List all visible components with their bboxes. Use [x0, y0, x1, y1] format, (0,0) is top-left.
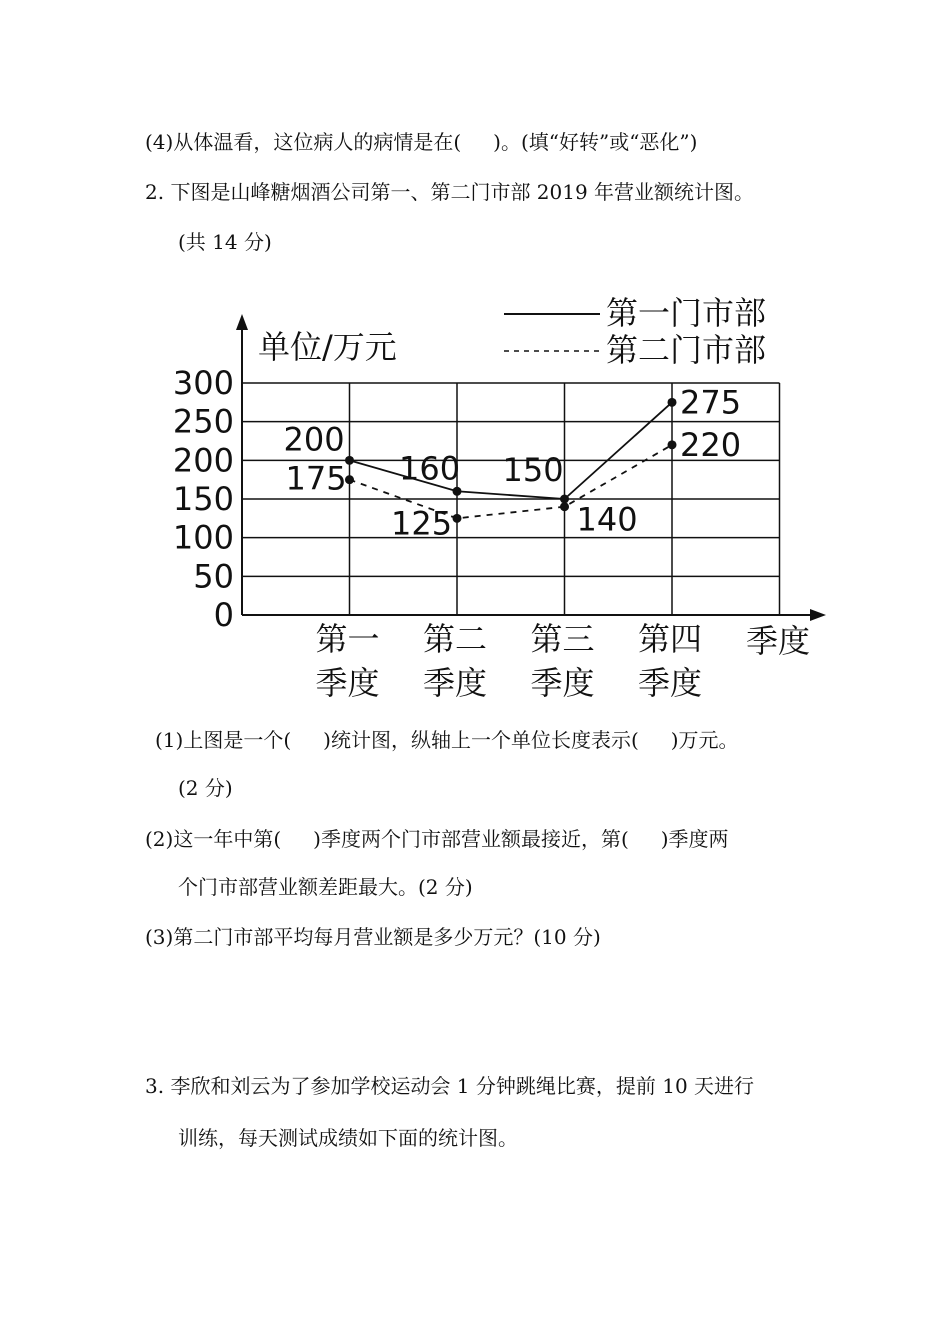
data-label: 200 [283, 420, 345, 459]
y-axis-arrow [236, 314, 248, 330]
q3-line2: 训练，每天测试成绩如下面的统计图。 [178, 1126, 518, 1150]
y-tick-label: 0 [213, 596, 234, 634]
q1-part4-after: )。(填“好转”或“恶化”) [493, 130, 698, 154]
x-axis-label: 季度 [746, 622, 811, 660]
x-category-label: 季度 [423, 664, 488, 702]
y-tick-labels [173, 364, 234, 634]
x-axis-arrow [810, 609, 826, 621]
x-category-label: 季度 [530, 664, 595, 702]
q2-sub2-b: )季度两个门市部营业额最接近，第( [313, 827, 629, 851]
data-label: 140 [576, 500, 638, 539]
x-category-label: 第四 [638, 620, 703, 658]
y-tick-label: 300 [172, 364, 234, 402]
y-axis-label: 单位/万元 [258, 328, 397, 366]
x-category-label: 季度 [315, 664, 380, 702]
y-tick-label: 200 [172, 441, 234, 480]
q2-intro: 2. 下图是山峰糖烟酒公司第一、第二门市部 2019 年营业额统计图。 [145, 180, 755, 204]
x-category-label: 季度 [638, 664, 703, 702]
data-point [453, 487, 462, 496]
q2-sub1-b: )统计图，纵轴上一个单位长度表示( [323, 728, 639, 752]
q2-sub2-line2: 个门市部营业额差距最大。(2 分) [178, 875, 473, 899]
q1-part4 [145, 128, 697, 156]
q2-sub1-a: (1)上图是一个( [155, 728, 292, 752]
chart-legend [504, 294, 766, 369]
q2-sub1-c: )万元。 [670, 728, 739, 752]
y-tick-label: 100 [172, 518, 234, 557]
x-category-label: 第一 [315, 620, 380, 658]
x-category-label: 第三 [530, 620, 595, 658]
data-point [668, 440, 677, 449]
q1-part4-before: (4)从体温看，这位病人的病情是在( [145, 130, 462, 154]
y-tick-label: 150 [172, 480, 234, 518]
q2-sub2-a: (2)这一年中第( [145, 827, 282, 851]
y-tick-label: 50 [193, 557, 234, 596]
data-point [560, 502, 569, 511]
data-label: 175 [285, 459, 347, 498]
data-point [453, 514, 462, 523]
q2-sub1 [155, 726, 739, 754]
data-label: 275 [680, 383, 742, 422]
data-label: 220 [680, 425, 742, 464]
q2-sub1-points: (2 分) [178, 776, 233, 800]
sales-line-chart [170, 290, 850, 710]
y-tick-label: 250 [172, 402, 234, 441]
q2-sub2-c: )季度两 [660, 827, 729, 851]
data-point [560, 495, 569, 504]
q2-sub2 [145, 825, 729, 853]
data-label: 160 [399, 449, 461, 488]
data-label: 150 [502, 451, 564, 489]
x-category-label: 第二 [423, 620, 488, 658]
data-point [668, 398, 677, 407]
legend-label: 第二门市部 [606, 331, 767, 369]
q2-sub3: (3)第二门市部平均每月营业额是多少万元？(10 分) [145, 925, 601, 949]
data-label: 125 [391, 504, 453, 543]
legend-label: 第一门市部 [606, 294, 767, 332]
q3-line1: 3. 李欣和刘云为了参加学校运动会 1 分钟跳绳比赛，提前 10 天进行 [145, 1074, 755, 1098]
x-category-labels [316, 620, 703, 702]
q2-points: (共 14 分) [178, 230, 272, 254]
